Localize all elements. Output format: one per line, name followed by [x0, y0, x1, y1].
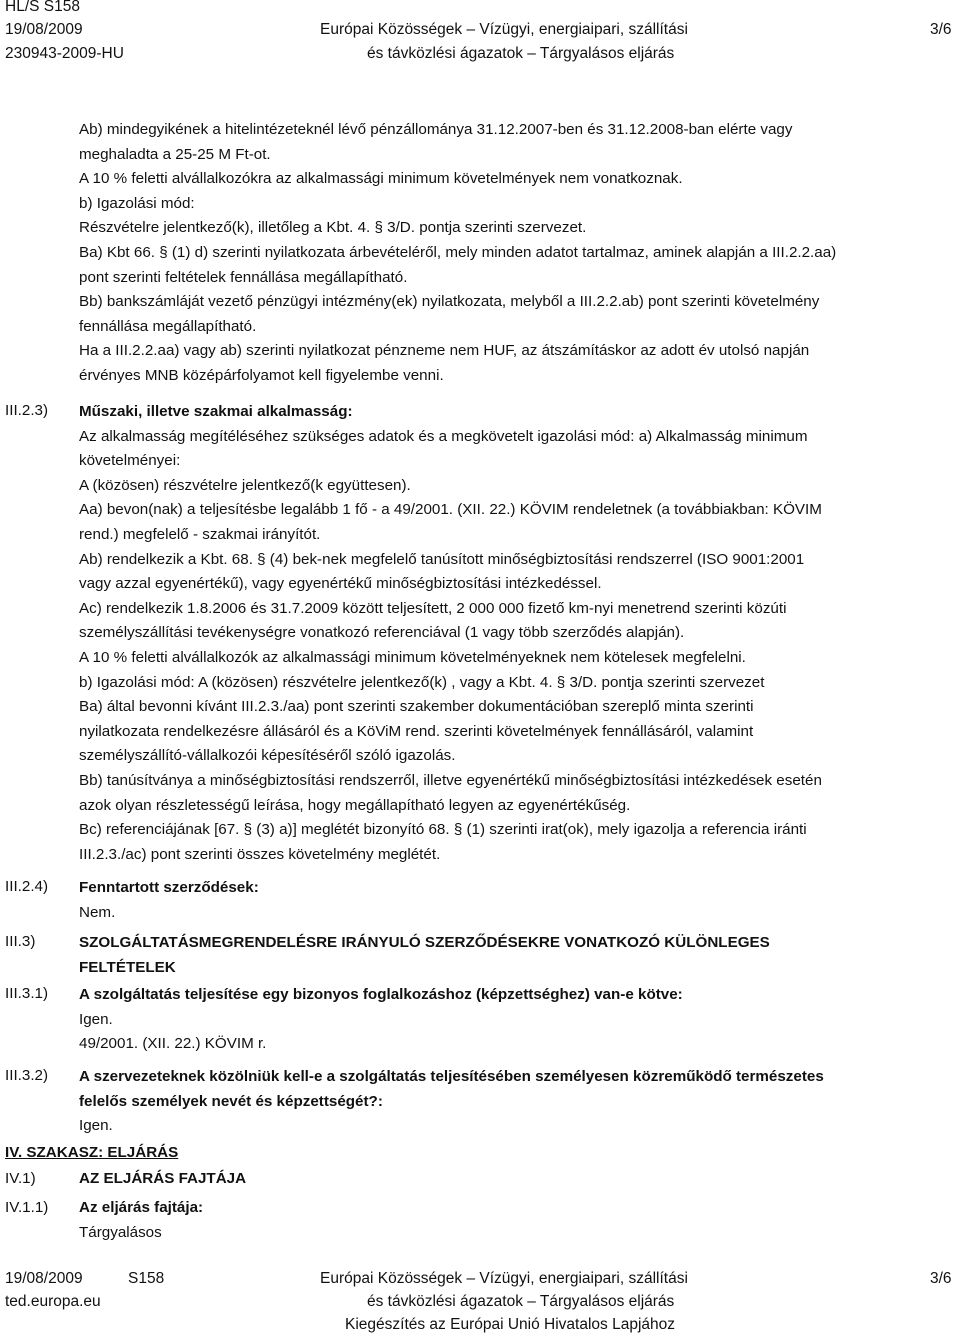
text-line: személyszállítási tevékenységre vonatkozó referenciával (1 vagy több szerződés alapján). — [79, 624, 685, 642]
section-title-33-line1: SZOLGÁLTATÁSMEGRENDELÉSRE IRÁNYULÓ SZERZŐDÉSEKRE VONATKOZÓ KÜLÖNLEGES — [79, 934, 770, 951]
section-323 — [79, 400, 947, 867]
section-number-323: III.2.3) — [5, 402, 49, 419]
text-line: Bc) referenciájának [67. § (3) a)] meglétét bizonyító 68. § (1) szerinti irat(ok), mely igazolja a referencia iránti — [79, 821, 807, 839]
section-number-332: III.3.2) — [5, 1067, 49, 1084]
text-line: vagy azzal egyenértékű), vagy egyenértékű minőségbiztosítási intézkedéssel. — [79, 575, 602, 593]
section-title-41: AZ ELJÁRÁS FAJTÁJA — [79, 1170, 247, 1187]
section-33 — [79, 931, 947, 980]
text-line: Részvételre jelentkező(k), illetőleg a Kbt. 4. § 3/D. pontja szerinti szervezet. — [79, 219, 587, 237]
section-number-331: III.3.1) — [5, 985, 49, 1002]
section-title-324: Fenntartott szerződések: — [79, 879, 259, 896]
section-332 — [79, 1065, 947, 1139]
section-title-331: A szolgáltatás teljesítése egy bizonyos foglalkozáshoz (képzettséghez) van-e kötve: — [79, 986, 683, 1003]
section-number-41: IV.1) — [5, 1170, 36, 1187]
text-line: A (közösen) részvételre jelentkező(k együttesen). — [79, 476, 411, 494]
section-value: Igen. — [79, 1117, 113, 1135]
text-line: fennállása megállapítható. — [79, 317, 257, 335]
text-line: A 10 % feletti alvállalkozókra az alkalmassági minimum követelmények nem vonatkoznak. — [79, 170, 683, 188]
text-line: érvényes MNB középárfolyamot kell figyelembe venni. — [79, 366, 444, 384]
section-number-324: III.2.4) — [5, 878, 49, 895]
text-line: b) Igazolási mód: A (közösen) részvételre jelentkező(k) , vagy a Kbt. 4. § 3/D. pontja szerinti szervezet — [79, 673, 765, 691]
section-324 — [79, 876, 947, 925]
footer-title-line2: és távközlési ágazatok – Tárgyalásos eljárás — [367, 1293, 675, 1310]
section-331 — [79, 983, 947, 1057]
footer-page: 3/6 — [930, 1270, 952, 1287]
section-number-33: III.3) — [5, 933, 36, 950]
text-line: Az alkalmasság megítéléséhez szükséges adatok és a megkövetelt igazolási mód: a) Alkalmasság minimum — [79, 427, 808, 445]
text-line: b) Igazolási mód: — [79, 194, 195, 212]
text-line: Ba) Kbt 66. § (1) d) szerinti nyilatkozata árbevételéről, mely minden adatot tartalmaz, aminek alapján a III.2.2.aa) — [79, 243, 837, 261]
text-line: nyilatkozata rendelkezésre állásáról és a KöViM rend. szerinti követelmények fennállásáról, valamint — [79, 722, 754, 740]
section-iv-title: IV. SZAKASZ: ELJÁRÁS — [5, 1144, 179, 1161]
text-line: rend.) megfelelő - szakmai irányítót. — [79, 525, 321, 543]
text-line: Bb) bankszámláját vezető pénzügyi intézmény(ek) nyilatkozata, melyből a III.2.2.ab) pont szerinti követelmény — [79, 293, 820, 311]
section-title-411: Az eljárás fajtája: — [79, 1199, 204, 1216]
header-page: 3/6 — [930, 21, 952, 38]
section-value: Igen. — [79, 1010, 113, 1028]
section-value: Nem. — [79, 903, 116, 921]
text-line: követelményei: — [79, 452, 181, 470]
section-value: 49/2001. (XII. 22.) KÖVIM r. — [79, 1035, 267, 1053]
footer-site[interactable]: ted.europa.eu — [5, 1293, 101, 1310]
text-line: Bb) tanúsítványa a minőségbiztosítási rendszerről, illetve egyenértékű minőségbiztosítási intézkedések esetén — [79, 771, 822, 789]
header-date: 19/08/2009 — [5, 21, 83, 38]
text-line: Ac) rendelkezik 1.8.2006 és 31.7.2009 között teljesített, 2 000 000 fizető km-nyi menetrend szerinti közúti — [79, 599, 787, 617]
text-line: III.2.3./ac) pont szerinti összes követelmény meglétét. — [79, 845, 441, 863]
section-title-332-line1: A szervezeteknek közölniük kell-e a szolgáltatás teljesítésében személyesen közreműködő természetes — [79, 1068, 824, 1085]
text-line: Aa) bevon(nak) a teljesítésbe legalább 1 fő - a 49/2001. (XII. 22.) KÖVIM rendeletnek (a továbbiakban: KÖVIM — [79, 501, 822, 519]
text-line: személyszállító-vállalkozói képesítéséről szóló igazolás. — [79, 747, 456, 765]
doc-id: HL/S S158 — [5, 0, 80, 15]
section-title-33-line2: FELTÉTELEK — [79, 958, 176, 976]
text-line: Ha a III.2.2.aa) vagy ab) szerinti nyilatkozat pénzneme nem HUF, az átszámításkor az adott év utolsó napján — [79, 342, 810, 360]
section-value-411: Tárgyalásos — [79, 1224, 162, 1241]
section-title-332-line2: felelős személyek nevét és képzettségét?: — [79, 1092, 383, 1110]
header-ref: 230943-2009-HU — [5, 45, 124, 62]
text-line: A 10 % feletti alvállalkozók az alkalmassági minimum követelményeknek nem kötelesek megfelelni. — [79, 648, 746, 666]
text-line: Ba) által bevonni kívánt III.2.3./aa) pont szerinti szakember dokumentációban szereplő minta szerinti — [79, 698, 754, 716]
text-line: azok olyan részletességű leírása, hogy megállapítható legyen az egyenértékűség. — [79, 796, 631, 814]
header-title-line2: és távközlési ágazatok – Tárgyalásos eljárás — [367, 45, 675, 62]
footer-title-line1: Európai Közösségek – Vízügyi, energiaipari, szállítási — [320, 1270, 688, 1287]
text-line: Ab) mindegyikének a hitelintézeteknél lévő pénzállománya 31.12.2007-ben és 31.12.2008-ban elérte vagy — [79, 121, 793, 138]
text-line: meghaladta a 25-25 M Ft-ot. — [79, 145, 271, 163]
header-title-line1: Európai Közösségek – Vízügyi, energiaipari, szállítási — [320, 21, 688, 38]
pre-section-text — [79, 118, 947, 389]
section-number-411: IV.1.1) — [5, 1199, 49, 1216]
text-line: Ab) rendelkezik a Kbt. 68. § (4) bek-nek megfelelő tanúsított minőségbiztosítási rendszerrel (ISO 9001:2001 — [79, 550, 805, 568]
footer-title-line3: Kiegészítés az Európai Unió Hivatalos Lapjához — [345, 1316, 675, 1333]
footer-code: S158 — [128, 1270, 165, 1287]
section-title-323: Műszaki, illetve szakmai alkalmasság: — [79, 403, 353, 420]
footer-date: 19/08/2009 — [5, 1270, 83, 1287]
text-line: pont szerinti feltételek fennállása megállapítható. — [79, 268, 408, 286]
